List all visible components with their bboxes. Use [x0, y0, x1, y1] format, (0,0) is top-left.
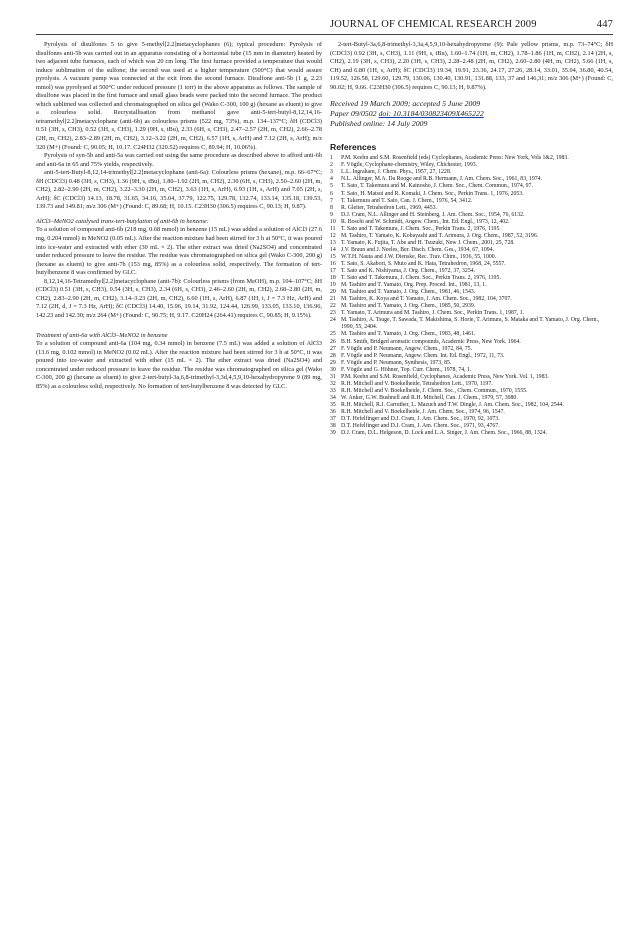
reference-number: 32 — [330, 380, 336, 387]
reference-number: 11 — [330, 225, 336, 232]
reference-number: 39 — [330, 430, 336, 437]
page-number: 447 — [596, 19, 613, 30]
reference-number: 12 — [330, 232, 336, 239]
reference-number: 28 — [330, 352, 336, 359]
reference-item — [330, 155, 613, 162]
reference-item — [330, 381, 613, 388]
reference-item — [330, 240, 613, 247]
reference-text: J.V. Braun and J. Neeles, Ber. Dtsch. Chem. Ges., 1934, 67, 1094. — [341, 246, 495, 253]
reference-item — [330, 331, 613, 338]
reference-item — [330, 247, 613, 254]
reference-number: 1 — [330, 155, 333, 162]
reference-item — [330, 176, 613, 183]
right-column — [330, 41, 613, 437]
reference-item — [330, 388, 613, 395]
reference-number: 18 — [330, 275, 336, 282]
body-paragraph: To a solution of compound anti-6a (104 mg, 0.34 mmol) in benzene (7.5 mL) was added a solution of AlCl3 (13.6 mg, 0.102 mmol) in MeNO2 (0.02 mL). After the reaction mixture had been stirred for 3 h at 50°C, it was poured into ice-water and extracted with ether (15 mL × 2). The ether extract was dried (Na2SO4) and concentrated under reduced pressure to leave the residue. The residue was chromatographed on silica gel (Wako C-300, 200 g) (hexane as eluent) to give 2-tert-butyl-3a,6,8-trimethyl-3,3d,4,5,9,10-hexahydropyrene 9 (89 mg, 85%) as a colourless solid, respectively. No formation of tert-butylbenzene 8 was detected by GLC. — [36, 340, 322, 390]
reference-number: 26 — [330, 338, 336, 345]
section-gap — [36, 321, 322, 326]
reference-item — [330, 275, 613, 282]
reference-number: 5 — [330, 183, 333, 190]
reference-text: B.H. Smith, Bridged aromatic compounds, Academic Press, New York. 1964. — [341, 338, 521, 345]
reference-item — [330, 353, 613, 360]
body-paragraph: To a solution of compound anti-6b (218 mg, 0.68 mmol) in benzene (15 mL) was added a solution of AlCl3 (27.6 mg, 0.204 mmol) in MeNO2 (0.05 mL). After the reaction mixture had been stirred for 3 h at 50°C, it was poured into ice-water and extracted with ether (30 mL × 2). The ether extract was dried (Na2SO4) and concentrated under reduced pressure to leave the residue. The residue was chromatographed on silica gel (Wako C-300, 200 g) (hexane as eluent) to give anti-7b (153 mg, 85%) as a colourless solid, respectively. The formation of tert-butylbenzene 8 was confirmed by GLC. — [36, 226, 322, 277]
reference-number: 14 — [330, 246, 336, 253]
reference-item — [330, 374, 613, 381]
reference-text: R. Boschi and W. Schmidt, Angew. Chem., Int. Ed. Engl., 1973, 12, 402. — [341, 218, 510, 225]
reference-item — [330, 282, 613, 289]
journal-title: JOURNAL OF CHEMICAL RESEARCH 2009 — [330, 19, 537, 30]
reference-item — [330, 395, 613, 402]
reference-item — [330, 416, 613, 423]
reference-item — [330, 169, 613, 176]
reference-text: F. Vögtle and G. Höhner, Top. Curr. Chem., 1978, 74, 1. — [341, 366, 472, 373]
paper-label: Paper 09/0502 — [330, 109, 377, 119]
reference-text: P.M. Keehn and S.M. Rosenfield (eds) Cyclophanes, Academic Press: New York, Vols 1&2, 1983. — [341, 155, 569, 162]
reference-text: M. Tashiro and T. Yamato, J. Org. Chem., 1981, 46, 1543. — [341, 289, 476, 296]
reference-item — [330, 183, 613, 190]
reference-number: 4 — [330, 176, 333, 183]
reference-text: N.L. Allinger, M.A. Da Rooge and R.B. Hermann, J. Am. Chem. Soc., 1961, 83, 1974. — [341, 176, 543, 183]
reference-item — [330, 317, 613, 331]
reference-text: F. Vögtle, Cyclophane-chemistry, Wiley, Chichester, 1993. — [341, 162, 478, 169]
reference-text: R.H. Mitchell and V. Boekelheide, J. Am. Chem. Soc., 1974, 96, 1547. — [341, 408, 505, 415]
reference-list — [330, 155, 613, 437]
reference-item — [330, 198, 613, 205]
reference-number: 15 — [330, 253, 336, 260]
reference-text: T. Sato, H. Matsui and R. Komaki, J. Chem. Soc., Perkin Trans. 1, 1976, 2053. — [341, 190, 524, 197]
reference-text: T. Takemura and T. Sato, Can. J. Chem., 1976, 54, 3412. — [341, 197, 473, 204]
reference-number: 33 — [330, 387, 336, 394]
reference-number: 37 — [330, 416, 336, 423]
reference-text: T. Sato and T. Takemura, J. Chem. Soc., Perkin Trans. 2, 1976, 1195. — [341, 275, 501, 282]
reference-text: T. Sato and T. Takemura, J. Chem. Soc., Perkin Trans. 2, 1976, 1195. — [341, 225, 501, 232]
reference-number: 20 — [330, 289, 336, 296]
reference-text: M. Tashiro, K. Koya and T. Yamato, J. Am. Chem. Soc., 1982, 104, 3707. — [341, 296, 512, 303]
reference-text: M. Tashiro, A. Tsuge, T. Sawada, T. Makishima, S. Horie, T. Arimura, S. Mataka and T. Yamato, J. Org. Chem., 1990, 55, 2404. — [341, 317, 600, 331]
reference-item — [330, 409, 613, 416]
paper-id — [330, 109, 613, 119]
reference-item — [330, 296, 613, 303]
reference-text: M. Tashiro and T. Yamato, J. Org. Chem., 1983, 48, 1461. — [341, 331, 476, 338]
compound-paragraph: 2-tert-Butyl-3a,6,8-trimethyl-3,3a,4,5,9,10-hexahydropyrene (9): Pale yellow prisms, m.p. 73–74°C; δH (CDCl3) 0.92 (3H, s, CH3), 1.11 (9H, s, tBu), 1.60–1.74 (1H, m, CH2), 1.78–1.86 (1H, m, CH2), 2.14 (2H, s, CH2), 2.19 (3H, s, CH3), 2.20 (3H, s, CH3), 2.28–2.48 (2H, m, CH2), 2.60–2.80 (4H, m, CH2), 5.66 (1H, s, CH) and 6.80 (1H, s, ArH); δC (CDCl3) 19.34, 19.91, 23.36, 24.17, 27.26, 28.14, 33.01, 35.04, 36.80, 40.54, 119.52, 126.58, 129.60, 129.79, 130.06, 130.40, 130.91, 131.88, 133, 37 and 146,31; m/z 306 (M+) (Found: C, 90.02; H, 9.66. C23H30 (306.5) requires C, 90.13; H, 9.87%). — [330, 41, 613, 91]
reference-number: 27 — [330, 345, 336, 352]
reference-text: W. Anker, G.W. Bushnell and R.H. Mitchell, Can. J. Chem., 1979, 57, 3080. — [341, 394, 518, 401]
reference-item — [330, 254, 613, 261]
reference-number: 25 — [330, 331, 336, 338]
body-paragraph: anti-5-tert-Butyl-8,12,14-trimethyl[2.2]metacyclophane (anti-6a): Colourless prisms (hexane), m.p. 66–67°C; δH (CDCl3) 0.48 (3H, s, CH3), 1.36 (9H, s, tBu), 1.80–1.92 (2H, m, CH2), 2.30 (6H, s, CH3), 2.50–2.60 (2H, m, CH2), 2.82–2.90 (2H, m, CH2), 3.22–3.30 (2H, m, CH2), 3.63 (1H, s, ArH), 6.93 (1H, s, ArH) and 7.05 (2H, s, ArH); δC (CDCl3) 14.13, 18.78, 31.65, 34.16, 35.04, 37.79, 122.75, 129.78, 132.74, 133.14, 135.18, 139.53, 139.73 and 149.81; m/z 306 (M+) (Found: C, 89.68; H, 10.15. C23H30 (306.5) requires C, 90.13; H, 9.87). — [36, 169, 322, 211]
reference-item — [330, 226, 613, 233]
reference-item — [330, 303, 613, 310]
reference-text: R.H. Mitchell and V. Boekelheide, J. Chem. Soc., Chem. Commun., 1970, 1555. — [341, 387, 528, 394]
reference-number: 30 — [330, 366, 336, 373]
reference-text: P.M. Keehn and S.M. Rosenfield, Cyclophanes, Academic Press, New York. Vol. 1, 1983. — [341, 373, 549, 380]
reference-number: 9 — [330, 211, 333, 218]
reference-text: L.L. Ingraham, J. Chem. Phys., 1957, 27, 1228. — [341, 169, 452, 176]
running-header — [330, 19, 613, 30]
reference-item — [330, 360, 613, 367]
reference-number: 23 — [330, 310, 336, 317]
reference-text: T. Yamato, K. Fujita, T. Abe and H. Tsuzuki, New J. Chem., 2001, 25, 728. — [341, 239, 515, 246]
header-rule — [36, 34, 613, 35]
reference-text: D.T. Hefelfinger and D.J. Cram, J. Am. Chem. Soc., 1970, 92, 1073. — [341, 416, 500, 423]
reference-text: D.T. Hefelfinger and D.J. Cram, J. Am. Chem. Soc., 1971, 93, 4767. — [341, 423, 500, 430]
reference-text: W.T.H. Nauta and J.W. Dienske, Rec. Trav. Chim., 1936, 55, 1000. — [341, 253, 497, 260]
reference-number: 36 — [330, 408, 336, 415]
reference-number: 16 — [330, 260, 336, 267]
reference-number: 31 — [330, 373, 336, 380]
reference-item — [330, 205, 613, 212]
body-paragraph: Pyrolysis of disulfones 5 to give 5-methyl[2.2]metacyclophanes (6); typical procedure: Pyrolysis of disulfones anti-5b was carried out in an apparatus consisting of a horizontal tube (15 mm in diameter) heated by two adjacent tube furnaces, each of which was 20 cm long. The first furnace provided a temperature that would induce sublimation of the sulfone; the second was used at a higher temperature (500°C) that would assure pyrolysis. A vacuum pump was connected at the exit from the second furnace. Disulfone anti-5b (1 g, 2.23 mmol) was pyrolysed at 500°C under reduced pressure (1 torr) in the above apparatus as follows. The sample of disulfone was placed in the first furnace and small glass beads were packed into the second furnace. The product which sublimed was collected and chromatographed on silica gel (Wako C-300, 100 g) (hexane as eluent) to give a colourless solid. Recrystallisation from methanol gave anti-5-tert-butyl-8,12,14,16-tetramethyl[2.2]metacyclophane (anti-6b) as colourless prisms (522 mg, 73%), m.p. 134–137°C; δH (CDCl3) 0.51 (3H, s, CH3), 0.52 (3H, s, CH3), 1.29 (9H, s, tBu), 2.33 (6H, s, CH3), 2.47–2.57 (2H, m, CH2), 2.66–2.78 (2H, m, CH2), 2.83–2.89 (2H, m, CH2), 3.12–3.22 (2H, m, CH2), 6.57 (1H, s, ArH) and 7.12 (2H, s, ArH); m/z 320 (M+) (Found: C, 90.05; H, 10.17. C24H32 (320.52) requires C, 89.94; H, 10.06%). — [36, 41, 322, 151]
reference-text: D.J. Cram, D.L. Helgeson, D. Lock and L.A. Singer, J. Am. Chem. Soc., 1966, 88, 1324. — [341, 430, 548, 437]
reference-number: 8 — [330, 204, 333, 211]
reference-item — [330, 191, 613, 198]
reference-text: M. Tashiro, T. Yamato, K. Kobayashi and T. Arimura, J. Org. Chem., 1987, 52, 3196. — [341, 232, 539, 239]
reference-number: 3 — [330, 169, 333, 176]
reference-text: T. Yamato, T. Arimura and M. Tashiro, J. Chem. Soc., Perkin Trans. 1, 1987, 1. — [341, 310, 525, 317]
reference-text: F. Vögtle and P. Neumann, Synthesis, 1973, 85. — [341, 359, 452, 366]
reference-item — [330, 310, 613, 317]
reference-number: 35 — [330, 401, 336, 408]
reference-item — [330, 423, 613, 430]
reference-text: R.H. Mitchell, R.J. Carruther, L. Mazuch and T.W. Dingle, J. Am. Chem. Soc., 1982, 104, 2544. — [341, 401, 564, 408]
reference-text: F. Vögtle and P. Neumann, Angew. Chem. Int. Ed. Engl., 1972, 11, 73. — [341, 352, 505, 359]
reference-number: 19 — [330, 282, 336, 289]
reference-text: T. Sato and K. Nishiyama, J. Org. Chem., 1972, 37, 3254. — [341, 268, 476, 275]
section-title: Treatment of anti-6a with AlCl3–MeNO2 in benzene — [36, 331, 168, 339]
reference-item — [330, 430, 613, 437]
section-title: AlCl3–MeNO2 catalysed trans-tert-butylation of anti-6b in benzene: — [36, 217, 209, 225]
received-date: Received 19 March 2009; accepted 5 June 2009 — [330, 99, 481, 109]
reference-number: 2 — [330, 162, 333, 169]
reference-text: T. Sato, T. Takemura and M. Kainosho, J. Chem. Soc., Chem. Commun., 1974, 97. — [341, 183, 533, 190]
reference-number: 17 — [330, 268, 336, 275]
reference-number: 38 — [330, 423, 336, 430]
reference-item — [330, 339, 613, 346]
body-paragraph: Pyrolysis of syn-5b and anti-5a was carried out using the same procedure as described above to afford anti-6b and anti-6a in 65 and 75% yields, respectively. — [36, 152, 322, 168]
reference-number: 29 — [330, 359, 336, 366]
reference-text: M. Tashiro and T. Yamato, J. Org. Chem., 1985, 50, 2939. — [341, 303, 476, 310]
reference-item — [330, 212, 613, 219]
reference-number: 13 — [330, 239, 336, 246]
reference-item — [330, 219, 613, 226]
reference-number: 22 — [330, 303, 336, 310]
reference-text: R. Gleiter, Tetrahedron Lett., 1969, 4453. — [341, 204, 438, 211]
reference-number: 21 — [330, 296, 336, 303]
reference-text: M. Tashiro and T. Yamato, Org. Prep. Proced. Int., 1981, 13, 1. — [341, 282, 487, 289]
doi-link[interactable]: doi: 10.3184/030823409X465222 — [378, 109, 484, 119]
article-history — [330, 99, 613, 129]
reference-item — [330, 289, 613, 296]
reference-item — [330, 367, 613, 374]
reference-number: 10 — [330, 218, 336, 225]
reference-text: T. Sato, S. Akabori, S. Muto and K. Hata, Tetrahedron, 1968, 24, 5557. — [341, 260, 506, 267]
body-paragraph: 8,12,14,16-Tetramethyl[2.2]metacyclophane (anti-7b): Colourless prisms (from MeOH), m.p. 104–107°C; δH (CDCl3) 0.51 (3H, s, CH3), 0.54 (3H, s, CH3), 2.34 (6H, s, CH3), 2.46–2.60 (2H, m, CH2), 2.68–2.80 (2H, m, CH2), 2.83–2.90 (2H, m, CH2), 3.14–3.23 (2H, m, CH2), 6.60 (1H, s, ArH), 6.87 (1H, t, J = 7.3 Hz, ArH) and 7.12 (2H, d, J = 7.3 Hz, ArH); δC (CDCl3) 14.40, 15.96, 19.14, 31.92, 124.44, 126.99, 133.05, 133.10, 136.96, 142.23 and 142.30; m/z 264 (M+) (Found: C, 90.75; H, 9.17. C20H24 (264.41) requires C, 90.85; H, 9.15%). — [36, 277, 322, 319]
published-date: Published online: 14 July 2009 — [330, 119, 428, 129]
reference-text: D.J. Cram, N.L. Allinger and H. Steinberg, J. Am. Chem. Soc., 1954, 76, 6132. — [341, 211, 525, 218]
reference-number: 34 — [330, 394, 336, 401]
reference-item — [330, 162, 613, 169]
reference-item — [330, 346, 613, 353]
reference-number: 6 — [330, 190, 333, 197]
left-column — [36, 41, 322, 391]
reference-number: 24 — [330, 317, 336, 324]
references-heading: References — [330, 142, 377, 153]
reference-text: F. Vögtle and P. Neumann, Angew. Chem., 1972, 84, 75. — [341, 345, 473, 352]
reference-item — [330, 261, 613, 268]
reference-text: R.H. Mitchell and V. Boekelheide, Tetrahedron Lett., 1970, 1197. — [341, 380, 493, 387]
reference-item — [330, 233, 613, 240]
reference-item — [330, 268, 613, 275]
reference-number: 7 — [330, 197, 333, 204]
reference-item — [330, 402, 613, 409]
